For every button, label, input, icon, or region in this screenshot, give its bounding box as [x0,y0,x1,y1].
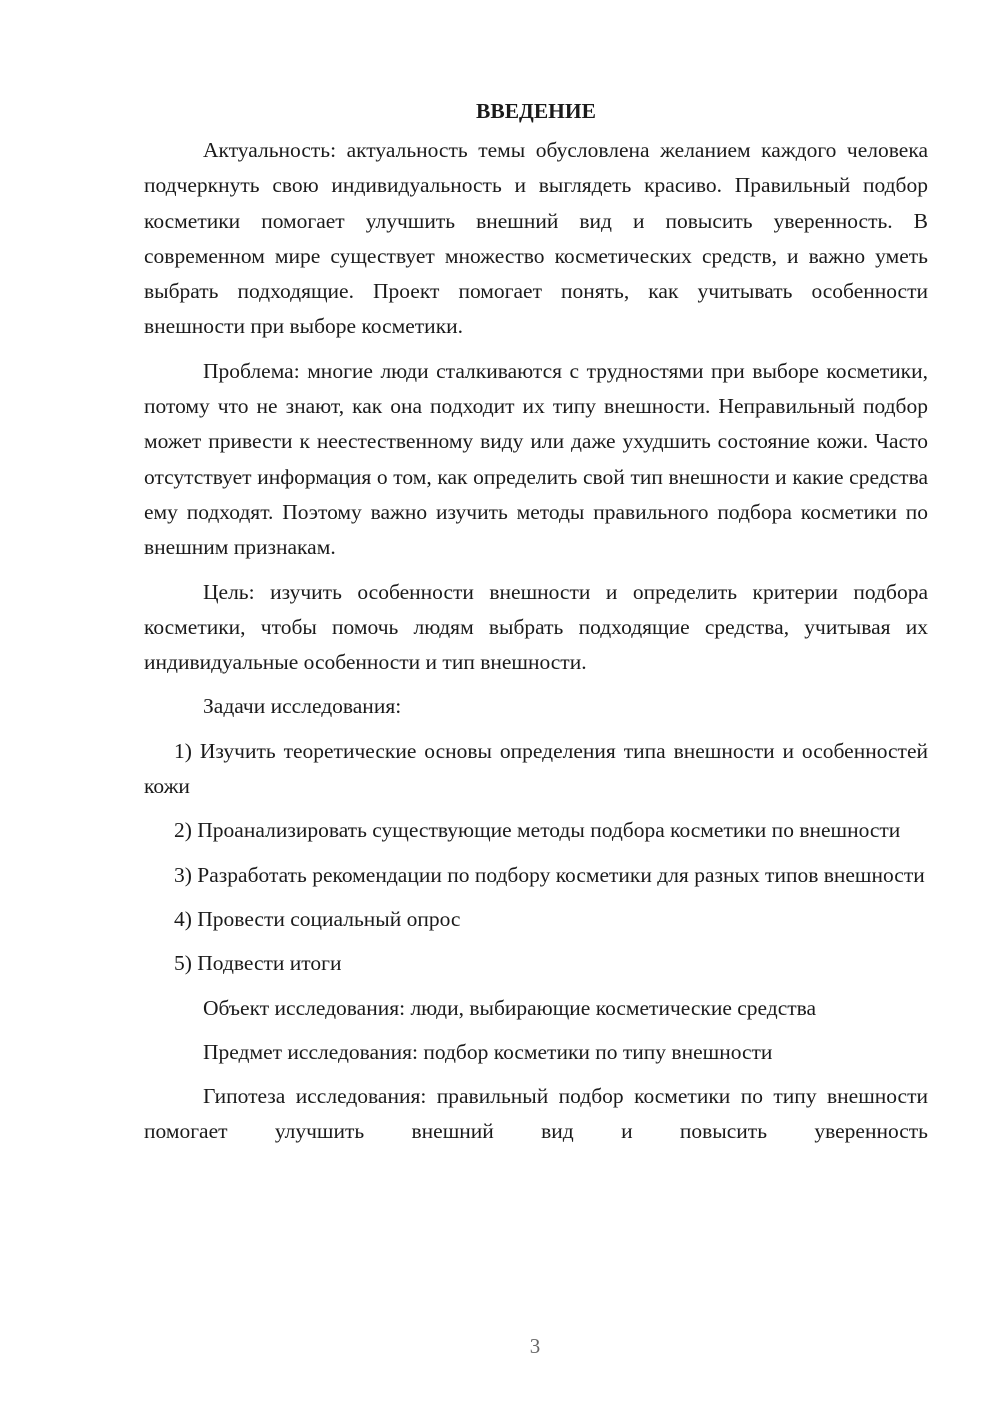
task-item-4: 4) Провести социальный опрос [174,906,461,931]
paragraph-object: Объект исследования: люди, выбирающие косметические средства [203,995,817,1020]
tasks-title: Задачи исследования: [203,694,402,719]
paragraph-subject: Предмет исследования: подбор косметики по типу внешности [203,1039,773,1064]
document-body [144,96,928,1150]
paragraph-hypothesis: Гипотеза исследования: правильный подбор косметики по типу внешности помогает улучшить внешний вид и повысить уверенность [144,1084,928,1144]
paragraph-problem: Проблема: многие люди сталкиваются с трудностями при выборе косметики, потому что не знают, как она подходит их типу внешности. Неправильный подбор может привести к неестественному виду или даже ухудшить состояние кожи. Часто отсутствует информация о том, как определить свой тип внешности и какие средства ему подходят. Поэтому важно изучить методы правильного подбора косметики по внешним признакам. [144,358,928,560]
task-item-1: 1) Изучить теоретические основы определения типа внешности и особенностей кожи [144,738,928,799]
paragraph-goal: Цель: изучить особенности внешности и определить критерии подбора косметики, чтобы помочь людям выбрать подходящие средства, учитывая их индивидуальные особенности и тип внешности. [144,579,928,675]
section-heading: ВВЕДЕНИЕ [476,99,596,123]
task-item-5: 5) Подвести итоги [174,951,342,976]
paragraph-relevance: Актуальность: актуальность темы обусловлена желанием каждого человека подчеркнуть свою индивидуальность и выглядеть красиво. Правильный подбор косметики помогает улучшить внешний вид и повысить уверенность. В современном мире существует множество косметических средств, и важно уметь выбрать подходящие. Проект помогает понять, как учитывать особенности внешности при выборе косметики. [144,138,928,339]
task-item-2: 2) Проанализировать существующие методы подбора косметики по внешности [174,818,901,843]
task-item-3: 3) Разработать рекомендации по подбору косметики для разных типов внешности [174,862,925,887]
page-number: 3 [529,1334,541,1358]
